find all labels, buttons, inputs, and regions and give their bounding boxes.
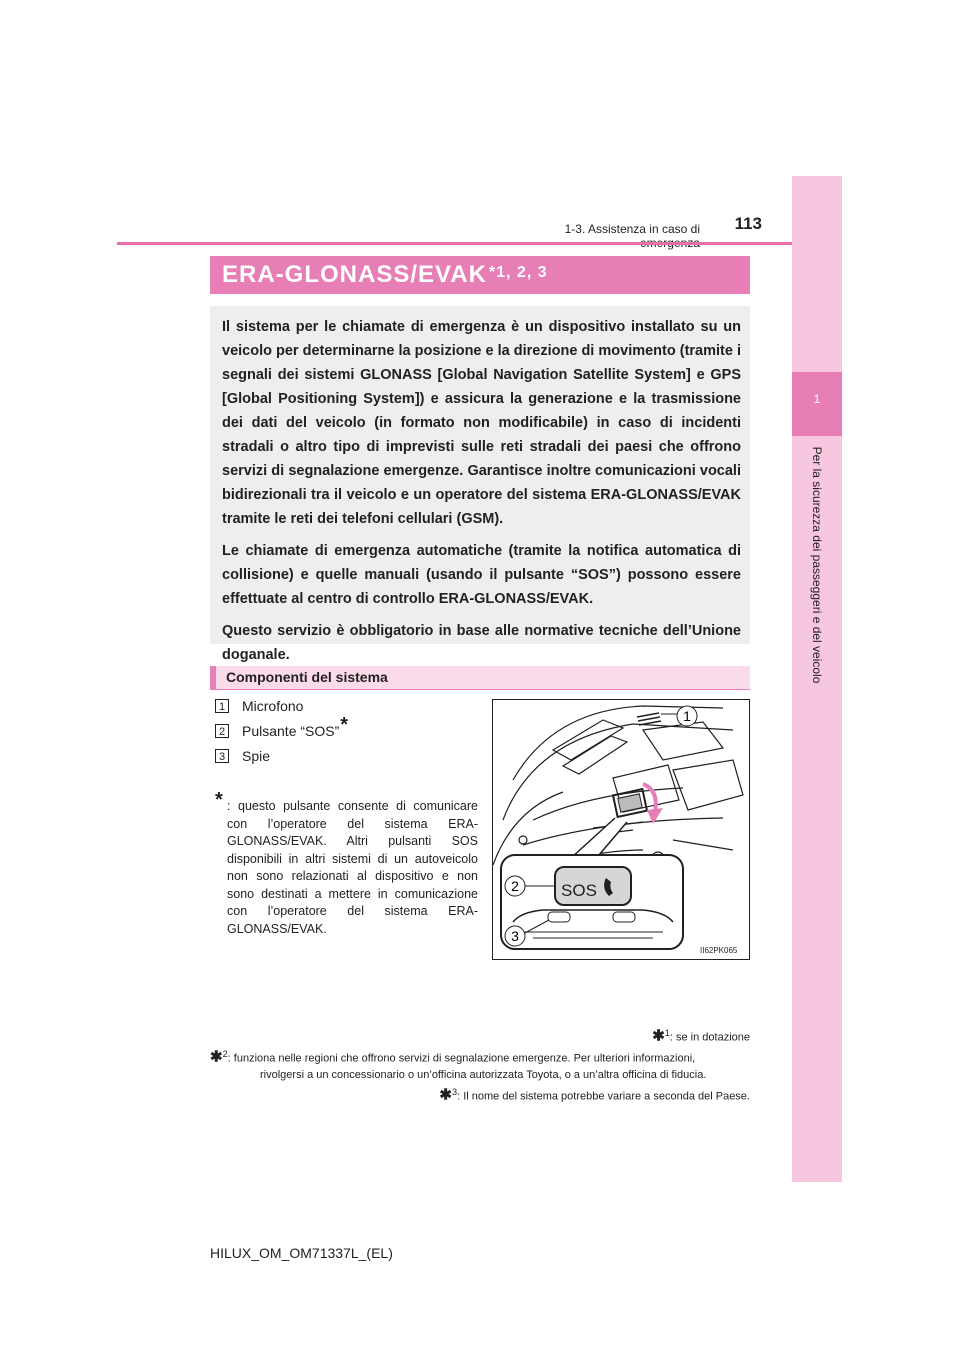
footnote-2 bbox=[210, 1046, 755, 1083]
title-footnote-ref bbox=[489, 264, 548, 282]
section-title-bar bbox=[210, 256, 750, 294]
list-item bbox=[215, 747, 270, 765]
intro-box bbox=[210, 306, 750, 663]
document-code: HILUX_OM_OM71337L_(EL) bbox=[210, 1245, 393, 1261]
title-asterisk: * bbox=[488, 264, 497, 281]
number-badge: 3 bbox=[215, 749, 229, 763]
footnote-3 bbox=[360, 1084, 750, 1105]
sos-button-label: SOS bbox=[561, 881, 597, 900]
list-item-label: Pulsante “SOS” bbox=[242, 723, 340, 739]
overhead-console-illustration bbox=[492, 699, 750, 960]
footnote-number: 1 bbox=[664, 1028, 670, 1038]
list-item-label: Microfono bbox=[242, 698, 304, 714]
footnote-marker: ✱ bbox=[210, 1048, 223, 1066]
title-notes: 1, 2, 3 bbox=[496, 264, 548, 281]
note-asterisk: * bbox=[215, 789, 223, 811]
list-item bbox=[215, 697, 303, 715]
intro-paragraph: Il sistema per le chiamate di emergenza è un dispositivo installato su un veicolo per determinarne la posizione e la direzione di movimento (tramite i segnali dei sistemi GLONASS [Global Navigation Satellite System] e GPS [Global Positioning System]) e assicura la generazione e la trasmissione dei dati del veicolo (in formato non modificabile) in caso di incidenti stradali o altro tipo di imprevisti sulle reti stradali dei paesi che offrono servizi di segnalazione emergenze. Garantisce inoltre comunicazioni vocali bidirezionali tra il veicolo e un operatore del sistema ERA-GLONASS/EVAK tramite le reti dei telefoni cellulari (GSM). bbox=[222, 319, 741, 527]
number-badge: 2 bbox=[215, 724, 229, 738]
list-item-asterisk: * bbox=[340, 713, 349, 736]
footnote-1 bbox=[560, 1025, 750, 1046]
intro-paragraph: Le chiamate di emergenza automatiche (tramite la notifica automatica di collisione) e quelle manuali (usando il pulsante “SOS”) possono essere effettuate al centro di controllo ERA-GLONASS/EVAK. bbox=[222, 543, 741, 607]
components-heading: Componenti del sistema bbox=[210, 666, 750, 689]
number-badge: 1 bbox=[215, 699, 229, 713]
footnote-text: : funziona nelle regioni che offrono servizi di segnalazione emergenze. Per ulteriori informazioni, bbox=[227, 1052, 696, 1065]
callout-2: 2 bbox=[511, 878, 519, 894]
list-item-label: Spie bbox=[242, 748, 271, 764]
footnote-marker: ✱ bbox=[439, 1086, 452, 1104]
note-text: : questo pulsante consente di comunicare con l’operatore del sistema ERA-GLONASS/EVAK. Altri pulsanti SOS disponibili in altri sistemi di un autoveicolo non sono relazionati al dispositivo e non sono destinati a mettere in comunicazione con l’operatore del sistema ERA-GLONASS/EVAK. bbox=[227, 799, 478, 936]
footnote-text: : Il nome del sistema potrebbe variare a seconda del Paese. bbox=[457, 1090, 750, 1103]
figure-code: II62PK065 bbox=[700, 946, 738, 955]
header-rule bbox=[117, 242, 841, 245]
console-drawing bbox=[493, 700, 749, 959]
footnote-number: 3 bbox=[452, 1087, 458, 1097]
footnote-number: 2 bbox=[222, 1049, 228, 1059]
list-item bbox=[215, 713, 349, 740]
footnote-marker: ✱ bbox=[652, 1027, 665, 1045]
callout-1: 1 bbox=[683, 708, 691, 724]
components-heading-rule bbox=[210, 689, 750, 690]
section-title: ERA-GLONASS/EVAK bbox=[222, 261, 487, 288]
chapter-number: 1 bbox=[813, 392, 821, 406]
footnote-text: : se in dotazione bbox=[669, 1031, 750, 1044]
callout-3: 3 bbox=[511, 928, 519, 944]
chapter-title-text: Per la sicurezza dei passeggeri e del veicolo bbox=[810, 446, 824, 684]
sos-button-note bbox=[215, 789, 478, 938]
section-label: 1-3. Assistenza in caso di bbox=[564, 222, 700, 236]
footnote-text-continued: rivolgersi a un concessionario o un’officina autorizzata Toyota, o a un’altra officina di fiducia. bbox=[260, 1068, 707, 1081]
intro-paragraph: Questo servizio è obbligatorio in base alle normative tecniche dell’Unione doganale. bbox=[222, 623, 741, 663]
page-number: 113 bbox=[734, 214, 762, 233]
